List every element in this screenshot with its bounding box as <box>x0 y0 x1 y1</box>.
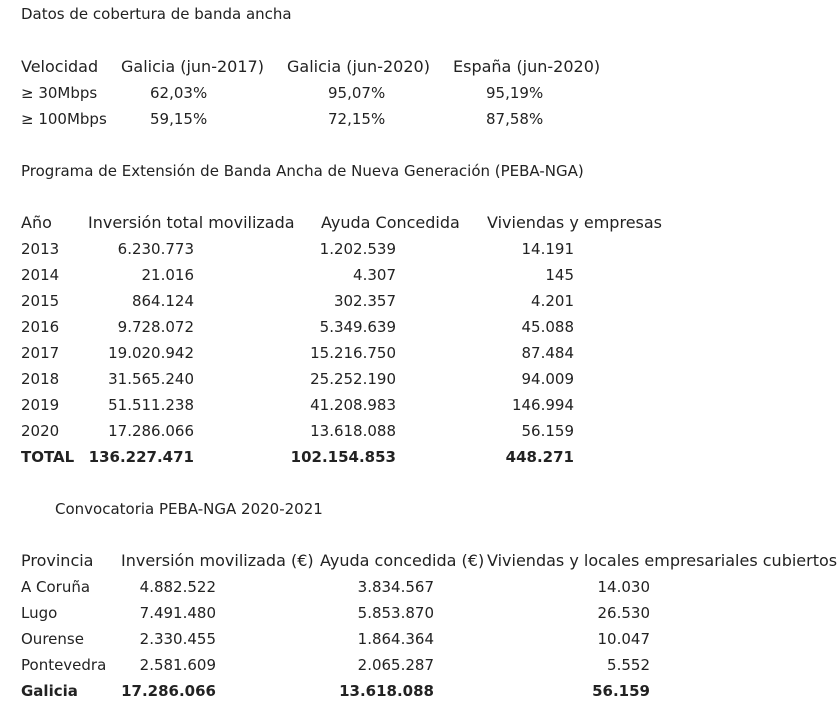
peba-homes: 56.159 <box>521 422 574 440</box>
call-investment: 4.882.522 <box>139 578 216 596</box>
peba-aid: 13.618.088 <box>310 422 396 440</box>
peba-header-aid: Ayuda Concedida <box>321 213 460 232</box>
call-header-investment: Inversión movilizada (€) <box>121 551 314 570</box>
peba-aid-total: 102.154.853 <box>290 448 396 466</box>
coverage-header-galicia-2020: Galicia (jun-2020) <box>287 57 430 76</box>
peba-investment: 864.124 <box>131 292 194 310</box>
peba-year: 2013 <box>21 240 60 258</box>
peba-homes: 14.191 <box>521 240 574 258</box>
peba-investment: 9.728.072 <box>117 318 194 336</box>
coverage-row-speed: ≥ 100Mbps <box>21 110 107 128</box>
call-investment: 2.581.609 <box>139 656 216 674</box>
call-province: Pontevedra <box>21 656 107 674</box>
call-investment: 2.330.455 <box>139 630 216 648</box>
coverage-title: Datos de cobertura de banda ancha <box>21 5 292 23</box>
peba-header-homes: Viviendas y empresas <box>487 213 663 232</box>
call-homes: 10.047 <box>597 630 650 648</box>
coverage-header-speed: Velocidad <box>21 57 99 76</box>
peba-homes: 4.201 <box>531 292 574 310</box>
peba-year: 2016 <box>21 318 60 336</box>
call-homes: 26.530 <box>597 604 650 622</box>
peba-investment: 21.016 <box>141 266 194 284</box>
call-province-total: Galicia <box>21 682 78 700</box>
call-title: Convocatoria PEBA-NGA 2020-2021 <box>55 500 323 518</box>
call-header-aid: Ayuda concedida (€) <box>320 551 485 570</box>
call-investment-total: 17.286.066 <box>121 682 216 700</box>
peba-investment: 17.286.066 <box>108 422 194 440</box>
coverage-header-spain-2020: España (jun-2020) <box>453 57 601 76</box>
call-homes-total: 56.159 <box>592 682 650 700</box>
coverage-row-value: 59,15% <box>150 110 208 128</box>
call-province: A Coruña <box>21 578 91 596</box>
call-aid: 5.853.870 <box>357 604 434 622</box>
call-province: Lugo <box>21 604 58 622</box>
peba-aid: 302.357 <box>333 292 396 310</box>
peba-header-year: Año <box>21 213 52 232</box>
call-aid: 2.065.287 <box>357 656 434 674</box>
peba-aid: 5.349.639 <box>319 318 396 336</box>
peba-title: Programa de Extensión de Banda Ancha de Nueva Generación (PEBA-NGA) <box>21 162 584 180</box>
call-homes: 5.552 <box>607 656 650 674</box>
peba-aid: 15.216.750 <box>310 344 396 362</box>
peba-investment: 51.511.238 <box>108 396 194 414</box>
coverage-row-value: 62,03% <box>150 84 208 102</box>
coverage-row-value: 95,07% <box>328 84 386 102</box>
call-aid: 3.834.567 <box>357 578 434 596</box>
peba-homes-total: 448.271 <box>505 448 574 466</box>
call-aid-total: 13.618.088 <box>339 682 434 700</box>
peba-investment: 19.020.942 <box>108 344 194 362</box>
call-investment: 7.491.480 <box>139 604 216 622</box>
peba-homes: 146.994 <box>511 396 574 414</box>
peba-aid: 4.307 <box>353 266 396 284</box>
peba-homes: 45.088 <box>521 318 574 336</box>
peba-investment: 31.565.240 <box>108 370 194 388</box>
coverage-row-speed: ≥ 30Mbps <box>21 84 98 102</box>
coverage-header-galicia-2017: Galicia (jun-2017) <box>121 57 264 76</box>
peba-header-investment: Inversión total movilizada <box>88 213 295 232</box>
peba-homes: 145 <box>545 266 574 284</box>
peba-year: 2020 <box>21 422 60 440</box>
call-header-province: Provincia <box>21 551 94 570</box>
peba-investment: 6.230.773 <box>117 240 194 258</box>
peba-homes: 87.484 <box>521 344 574 362</box>
call-province: Ourense <box>21 630 84 648</box>
peba-year-total: TOTAL <box>21 448 75 466</box>
call-homes: 14.030 <box>597 578 650 596</box>
peba-investment-total: 136.227.471 <box>88 448 194 466</box>
peba-aid: 25.252.190 <box>310 370 396 388</box>
coverage-row-value: 87,58% <box>486 110 544 128</box>
peba-homes: 94.009 <box>521 370 574 388</box>
coverage-row-value: 72,15% <box>328 110 386 128</box>
peba-year: 2018 <box>21 370 60 388</box>
peba-aid: 1.202.539 <box>319 240 396 258</box>
peba-year: 2019 <box>21 396 60 414</box>
peba-year: 2014 <box>21 266 60 284</box>
peba-aid: 41.208.983 <box>310 396 396 414</box>
peba-year: 2017 <box>21 344 60 362</box>
call-aid: 1.864.364 <box>357 630 434 648</box>
peba-year: 2015 <box>21 292 60 310</box>
call-header-homes: Viviendas y locales empresariales cubiertos <box>487 551 838 570</box>
coverage-row-value: 95,19% <box>486 84 544 102</box>
